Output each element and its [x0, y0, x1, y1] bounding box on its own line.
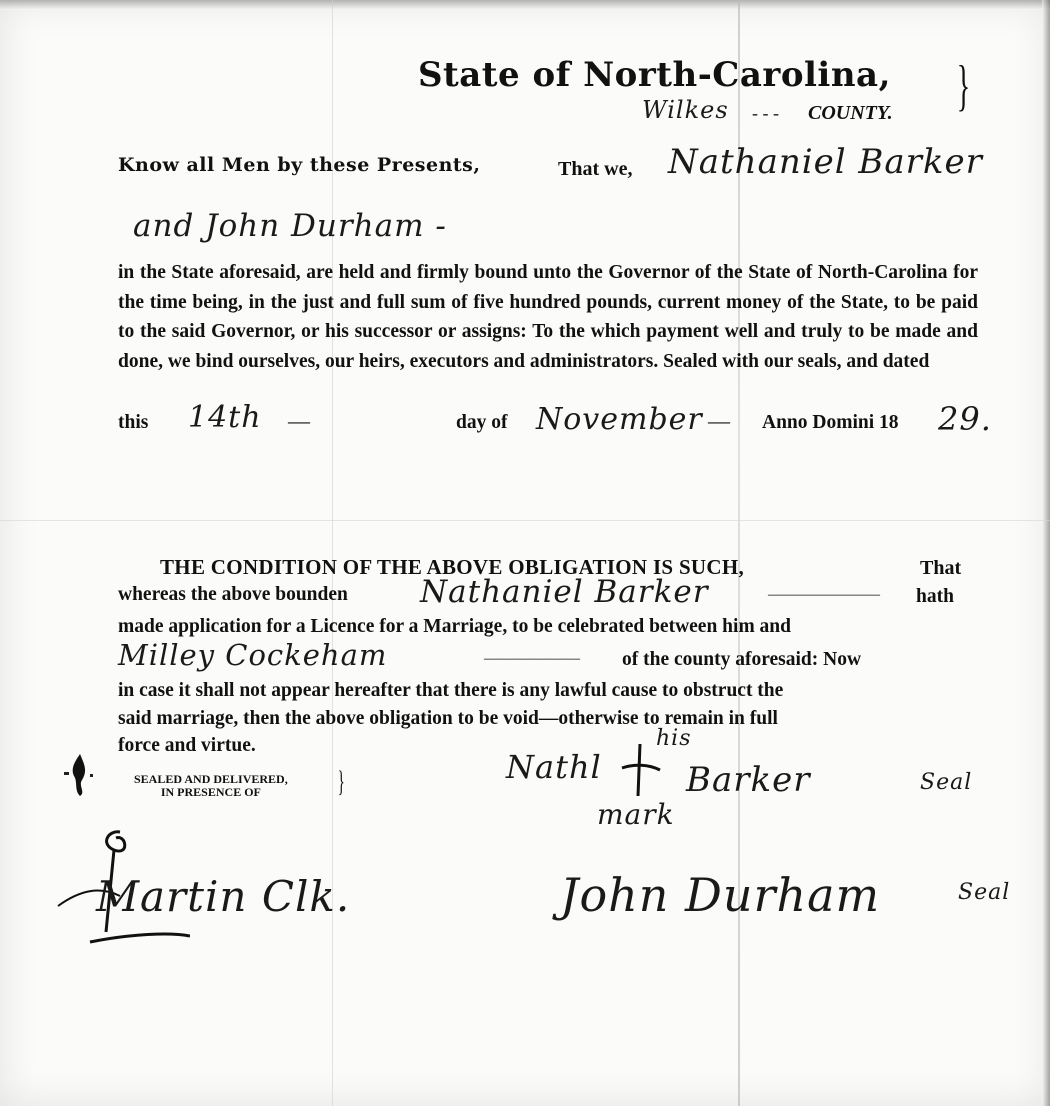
force-and-virtue-line: force and virtue. — [118, 735, 256, 756]
this-text: this — [118, 412, 149, 433]
signature-john-durham: John Durham — [560, 868, 881, 922]
bounden-name: Nathaniel Barker — [420, 574, 709, 610]
seal-2: Seal — [958, 880, 1011, 905]
month-dash: — — [708, 408, 730, 433]
void-line: said marriage, then the above obligation to be void—otherwise to remain in full — [118, 708, 778, 729]
anno-domini-text: Anno Domini 18 — [762, 412, 899, 433]
surety-name: and John Durham - — [133, 208, 447, 244]
day-dash: — — [288, 408, 310, 433]
month-handwritten: November — [536, 402, 703, 437]
that-we-text: That we, — [558, 158, 633, 180]
year-handwritten: 29. — [938, 400, 992, 438]
date-line — [118, 400, 992, 448]
signature-barker: Barker — [686, 760, 811, 800]
bounden-dash: ——————— — [768, 586, 880, 603]
condition-heading: THE CONDITION OF THE ABOVE OBLIGATION IS SUCH, — [160, 555, 745, 579]
witness-signature: Martin Clk. — [96, 872, 351, 921]
ink-blot-mark — [60, 750, 100, 800]
county-dots: - - - — [752, 103, 779, 123]
seal-1: Seal — [920, 770, 973, 795]
paper-edge-right — [1042, 0, 1050, 1106]
document-title: State of North-Carolina, — [418, 55, 891, 95]
county-label: COUNTY. — [808, 102, 893, 124]
signature-nathaniel: Nathl — [506, 748, 602, 786]
day-handwritten: 14th — [188, 400, 262, 435]
county-name: Wilkes — [642, 96, 729, 124]
condition-that: That — [920, 557, 962, 579]
lawful-cause-line: in case it shall not appear hereafter that there is any lawful cause to obstruct the — [118, 680, 784, 701]
application-line: made application for a Licence for a Marriage, to be celebrated between him and — [118, 616, 791, 637]
signature-his: his — [656, 726, 692, 751]
bond-paragraph: in the State aforesaid, are held and firmly bound unto the Governor of the State of North-Carolina for the time being, in the just and full sum of five hundred pounds, current money of the State, to be paid to the said Governor, or his successor or assigns: To the which payment well and truly to be made and done, we bind ourselves, our heirs, executors and administrators. Sealed with our seals, and dated — [118, 262, 978, 372]
paper-edge-top — [0, 0, 1050, 10]
hath-text: hath — [916, 586, 954, 607]
sealed-line-1: SEALED AND DELIVERED, — [134, 772, 288, 786]
signature-mark: mark — [597, 798, 675, 831]
fold-line-horizontal — [0, 520, 1050, 521]
county-aforesaid-text: of the county aforesaid: Now — [622, 649, 862, 670]
day-of-text: day of — [456, 412, 508, 433]
sealed-brace: } — [337, 765, 345, 798]
bride-name: Milley Cockeham — [118, 638, 388, 672]
sealed-line-2: IN PRESENCE OF — [160, 785, 261, 799]
whereas-text: whereas the above bounden — [118, 584, 348, 605]
bride-dash: —————— — [484, 650, 580, 667]
know-all-men-heading: Know all Men by these Presents, — [118, 154, 481, 176]
title-brace: } — [956, 55, 971, 117]
sealed-and-delivered — [134, 773, 288, 799]
principal-name: Nathaniel Barker — [668, 142, 983, 182]
